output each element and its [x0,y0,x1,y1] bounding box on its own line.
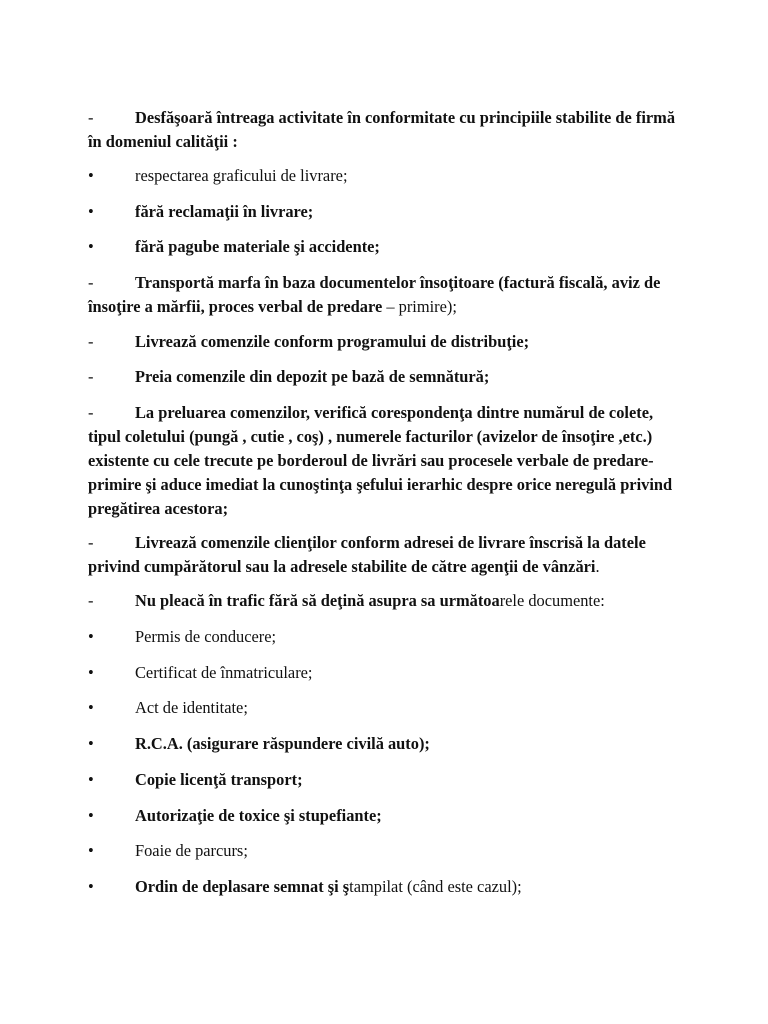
list-item [88,106,688,154]
list-item [88,625,688,649]
bullet-marker: • [88,663,94,683]
item-text: Desfăşoară întreaga activitate în conformitate cu principiile stabilite de firmă în domeniul calităţii : [88,108,676,152]
item-text: fără pagube materiale şi accidente; [135,237,380,257]
item-text: Livrează comenzile conform programului de distribuţie; [135,332,530,352]
item-text-regular: . [595,557,600,577]
bullet-marker: • [88,627,94,647]
item-text-regular: tampilat (când este cazul); [349,877,522,897]
list-item [88,531,688,579]
dash-marker: - [88,332,94,352]
list-item [88,235,688,259]
item-text: fără reclamaţii în livrare; [135,202,314,222]
item-text: La preluarea comenzilor, verifică corespondenţa dintre numărul de colete, tipul coletului (pungă , cutie , coş) , numerele facturilor (avizelor de însoţire ,etc.) existente cu cele trecute pe borderoul de livrări sau procesele verbale de predare-primire şi aduce imediat la cunoştinţa şefului ierarhic despre orice neregulă privind pregătirea acestora; [88,403,673,519]
bullet-marker: • [88,841,94,861]
item-text: Permis de conducere; [135,627,277,647]
item-text: Livrează comenzile clienţilor conform adresei de livrare înscrisă la datele privind cumpărătorul sau la adresele stabilite de către agenţii de vânzări [88,533,646,577]
list-item [88,589,688,613]
item-text: Copie licenţă transport; [135,770,303,790]
bullet-marker: • [88,698,94,718]
item-text: Foaie de parcurs; [135,841,248,861]
list-item [88,271,688,319]
item-text-regular: rele documente: [499,591,605,611]
dash-marker: - [88,273,94,293]
list-item [88,839,688,863]
list-item [88,804,688,828]
bullet-marker: • [88,166,94,186]
item-text: Certificat de înmatriculare; [135,663,313,683]
item-text-regular: – primire); [382,297,457,317]
list-item [88,401,688,521]
item-text: Ordin de deplasare semnat şi ş [135,877,350,897]
dash-marker: - [88,367,94,387]
item-text: Nu pleacă în trafic fără să deţină asupra sa următoa [135,591,500,611]
list-item [88,330,688,354]
list-item [88,200,688,224]
bullet-marker: • [88,770,94,790]
list-item [88,696,688,720]
dash-marker: - [88,108,94,128]
bullet-marker: • [88,877,94,897]
item-text: respectarea graficului de livrare; [135,166,348,186]
item-text: Autorizaţie de toxice şi stupefiante; [135,806,382,826]
item-text: R.C.A. (asigurare răspundere civilă auto); [135,734,430,754]
bullet-marker: • [88,202,94,222]
bullet-marker: • [88,237,94,257]
dash-marker: - [88,591,94,611]
bullet-marker: • [88,734,94,754]
list-item [88,661,688,685]
item-text: Transportă marfa în baza documentelor însoţitoare (factură fiscală, aviz de însoţire a mărfii, proces verbal de predare [88,273,661,317]
list-item [88,768,688,792]
list-item [88,164,688,188]
list-item [88,732,688,756]
dash-marker: - [88,403,94,423]
list-item [88,875,688,899]
item-text: Act de identitate; [135,698,248,718]
dash-marker: - [88,533,94,553]
list-item [88,365,688,389]
bullet-marker: • [88,806,94,826]
item-text: Preia comenzile din depozit pe bază de semnătură; [135,367,490,387]
